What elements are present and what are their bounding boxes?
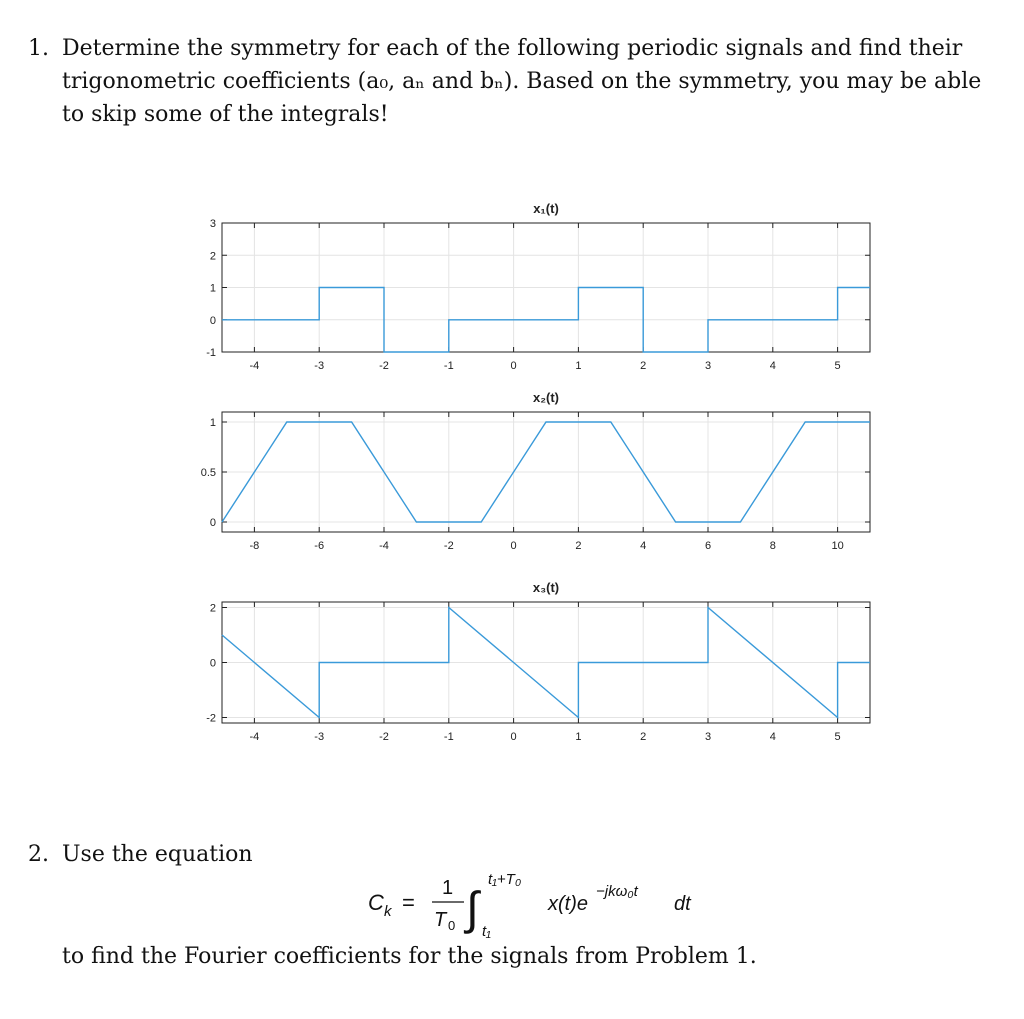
eq-frac-num: 1	[442, 877, 454, 899]
eq-exponent: −jkω₀t	[596, 883, 638, 900]
eq-integrand: x(t)e	[548, 893, 588, 915]
chart3-ytick-label-1: 0	[209, 657, 216, 670]
chart1-xtick-label-5: 1	[575, 360, 582, 372]
chart2-title: x₂(t)	[533, 390, 559, 405]
chart2-xtick-label-8: 8	[769, 540, 776, 552]
problem-2-number: 2.	[28, 842, 49, 867]
eq-differential: dt	[674, 893, 691, 915]
problem-2-conclusion: to find the Fourier coefficients for the signals from Problem 1.	[62, 944, 757, 969]
chart1-ytick-label-0: -1	[206, 347, 216, 359]
eq-equals: =	[402, 890, 415, 915]
eq-integral-icon: ∫	[466, 882, 479, 934]
chart3-title: x₃(t)	[532, 580, 560, 595]
chart2-ytick-label-1: 0.5	[200, 467, 216, 479]
chart2-xtick-label-9: 10	[831, 540, 844, 552]
eq-frac-den: T	[434, 909, 447, 931]
chart2-xtick-label-5: 2	[575, 540, 582, 552]
problem-1-text: Determine the symmetry for each of the following periodic signals and find their trigonometric coefficients (a₀, aₙ and bₙ). Based on the symmetry, you may be able to skip some of the integrals!	[62, 36, 982, 127]
problem-1-number: 1.	[28, 36, 49, 61]
chart2-xtick-label-3: -2	[443, 540, 454, 552]
chart2-ytick-label-0: 0	[209, 517, 216, 529]
chart3-xtick-label-8: 4	[769, 731, 776, 743]
chart1-ytick-label-2: 1	[209, 282, 216, 295]
chart1-xtick-label-3: -1	[443, 360, 454, 372]
chart3-ytick-label-0: -2	[206, 712, 216, 725]
chart2-xtick-label-6: 4	[640, 540, 647, 552]
chart2-xtick-label-7: 6	[704, 540, 712, 552]
chart1-xtick-label-0: -4	[249, 360, 260, 372]
chart3-xtick-label-2: -2	[379, 731, 389, 743]
chart3-xtick-label-7: 3	[704, 731, 712, 743]
chart1-xtick-label-4: 0	[510, 360, 517, 372]
chart3-xtick-label-9: 5	[834, 731, 841, 743]
chart3-xtick-label-5: 1	[575, 731, 582, 743]
chart1-xtick-label-2: -2	[379, 360, 389, 372]
chart1-xtick-label-9: 5	[834, 360, 841, 372]
chart1-xtick-label-1: -3	[314, 360, 325, 372]
chart1-ytick-label-1: 0	[209, 314, 216, 327]
fourier-coefficient-equation	[360, 866, 760, 946]
chart2-xtick-label-4: 0	[510, 540, 517, 552]
chart1-xtick-label-6: 2	[640, 360, 647, 372]
chart1-title: x₁(t)	[533, 201, 559, 216]
problem-2-intro: Use the equation	[62, 842, 253, 867]
chart3-xtick-label-4: 0	[510, 731, 517, 743]
chart2-ytick-label-2: 1	[209, 417, 216, 429]
chart2-xtick-label-0: -8	[249, 540, 260, 552]
chart1-ytick-label-4: 3	[209, 218, 216, 230]
chart3-ytick-label-2: 2	[209, 602, 216, 615]
chart1-xtick-label-7: 3	[704, 360, 712, 372]
eq-upper-limit: t₁+T₀	[488, 871, 522, 888]
chart2-xtick-label-2: -4	[379, 540, 389, 552]
chart3-xtick-label-3: -1	[443, 731, 454, 743]
eq-frac-den-sub: 0	[448, 918, 456, 933]
chart1-xtick-label-8: 4	[769, 360, 776, 372]
chart3-xtick-label-0: -4	[249, 731, 260, 743]
eq-lower-limit: t₁	[482, 923, 491, 940]
chart1-ytick-label-3: 2	[209, 250, 216, 263]
eq-lhs: C	[368, 890, 384, 915]
chart3-xtick-label-6: 2	[640, 731, 647, 743]
chart3-xtick-label-1: -3	[314, 731, 325, 743]
eq-lhs-sub: k	[384, 903, 392, 920]
chart2-xtick-label-1: -6	[314, 540, 325, 552]
